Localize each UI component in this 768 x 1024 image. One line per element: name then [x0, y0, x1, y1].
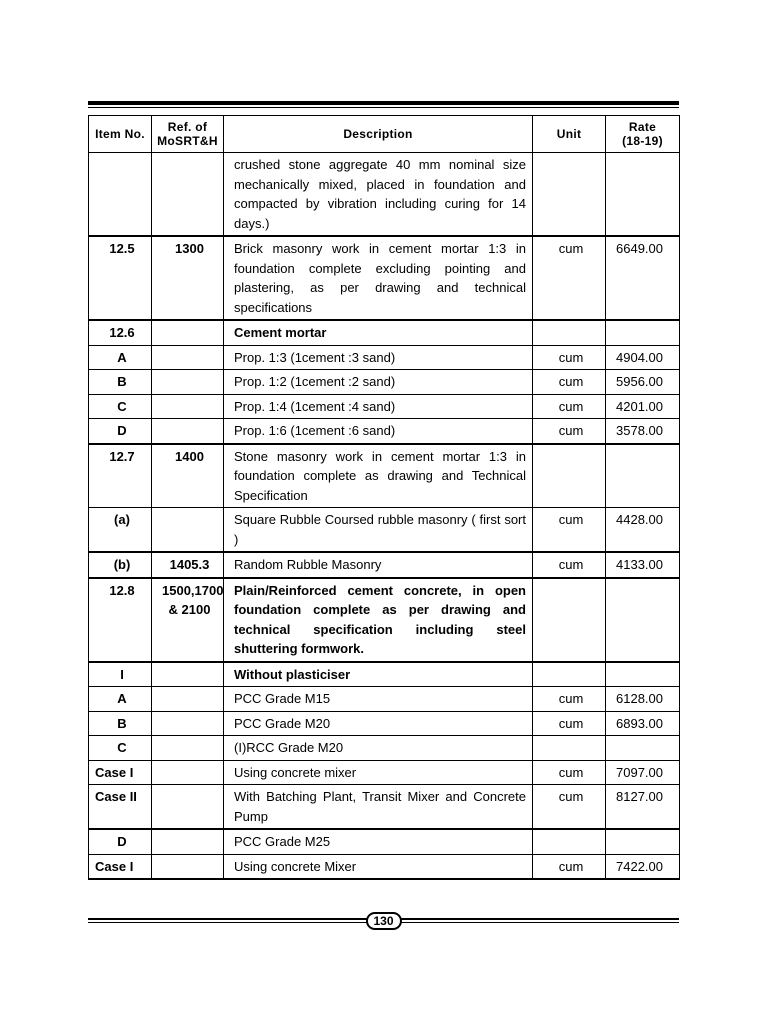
cell-ref: 1405.3	[152, 552, 224, 578]
cell-ref	[152, 687, 224, 712]
cell-rate	[606, 153, 680, 237]
table-row	[89, 552, 680, 578]
cell-ref	[152, 760, 224, 785]
header-rate-line2: (18-19)	[622, 134, 663, 148]
cell-rate: 4904.00	[606, 345, 680, 370]
cell-unit	[533, 444, 606, 508]
cell-unit: cum	[533, 785, 606, 830]
header-rate	[606, 116, 680, 153]
cell-ref	[152, 785, 224, 830]
cell-description: Cement mortar	[224, 320, 533, 345]
table-row	[89, 578, 680, 662]
cell-item: A	[89, 345, 152, 370]
cell-rate: 3578.00	[606, 419, 680, 444]
cell-unit	[533, 578, 606, 662]
table-row	[89, 854, 680, 879]
cell-item	[89, 153, 152, 237]
cell-rate: 6128.00	[606, 687, 680, 712]
table-row	[89, 829, 680, 854]
cell-unit: cum	[533, 394, 606, 419]
cell-rate: 6893.00	[606, 711, 680, 736]
cell-description: Without plasticiser	[224, 662, 533, 687]
cell-unit: cum	[533, 370, 606, 395]
cell-item: Case I	[89, 854, 152, 879]
cell-item: (a)	[89, 508, 152, 553]
cell-unit	[533, 153, 606, 237]
cell-rate	[606, 320, 680, 345]
cell-ref	[152, 854, 224, 879]
cell-description: Prop. 1:4 (1cement :4 sand)	[224, 394, 533, 419]
cell-description: Square Rubble Coursed rubble masonry ( first sort )	[224, 508, 533, 553]
cell-description: Brick masonry work in cement mortar 1:3 in foundation complete excluding pointing and plastering, as per drawing and technical specifications	[224, 236, 533, 320]
header-item-no: Item No.	[89, 116, 152, 153]
top-rule-thin	[88, 107, 679, 108]
rate-table	[88, 115, 680, 880]
cell-item: Case II	[89, 785, 152, 830]
cell-ref	[152, 419, 224, 444]
table-row	[89, 444, 680, 508]
cell-item: C	[89, 394, 152, 419]
table-row	[89, 153, 680, 237]
cell-ref	[152, 153, 224, 237]
cell-unit: cum	[533, 508, 606, 553]
cell-ref	[152, 829, 224, 854]
table-row	[89, 370, 680, 395]
cell-description: With Batching Plant, Transit Mixer and Concrete Pump	[224, 785, 533, 830]
cell-description: PCC Grade M25	[224, 829, 533, 854]
header-ref-line1: Ref. of	[167, 120, 208, 134]
cell-item: D	[89, 829, 152, 854]
cell-ref	[152, 370, 224, 395]
cell-rate: 6649.00	[606, 236, 680, 320]
cell-unit: cum	[533, 345, 606, 370]
cell-description: crushed stone aggregate 40 mm nominal size mechanically mixed, placed in foundation and compacted by vibration including curing for 14 days.)	[224, 153, 533, 237]
table-row	[89, 419, 680, 444]
table-row	[89, 662, 680, 687]
table-row	[89, 345, 680, 370]
cell-rate	[606, 736, 680, 761]
cell-rate	[606, 829, 680, 854]
table-row	[89, 785, 680, 830]
cell-item: B	[89, 370, 152, 395]
cell-rate: 8127.00	[606, 785, 680, 830]
cell-rate: 4428.00	[606, 508, 680, 553]
cell-ref	[152, 508, 224, 553]
header-unit: Unit	[533, 116, 606, 153]
cell-rate	[606, 444, 680, 508]
cell-unit: cum	[533, 711, 606, 736]
cell-item: 12.5	[89, 236, 152, 320]
table-row	[89, 711, 680, 736]
cell-item: C	[89, 736, 152, 761]
header-ref	[152, 116, 224, 153]
cell-description: Prop. 1:6 (1cement :6 sand)	[224, 419, 533, 444]
cell-unit: cum	[533, 552, 606, 578]
cell-ref	[152, 736, 224, 761]
cell-description: Stone masonry work in cement mortar 1:3 in foundation complete as drawing and Technical Specification	[224, 444, 533, 508]
cell-rate: 4133.00	[606, 552, 680, 578]
cell-ref: 1500,1700 & 2100	[152, 578, 224, 662]
cell-item: Case I	[89, 760, 152, 785]
cell-ref	[152, 320, 224, 345]
cell-unit	[533, 736, 606, 761]
cell-description: Plain/Reinforced cement concrete, in open foundation complete as per drawing and technical specification including steel shuttering formwork.	[224, 578, 533, 662]
cell-rate: 7422.00	[606, 854, 680, 879]
cell-item: 12.8	[89, 578, 152, 662]
table-row	[89, 320, 680, 345]
cell-ref	[152, 394, 224, 419]
header-description: Description	[224, 116, 533, 153]
cell-ref: 1400	[152, 444, 224, 508]
cell-description: Using concrete Mixer	[224, 854, 533, 879]
cell-unit	[533, 320, 606, 345]
cell-unit	[533, 829, 606, 854]
cell-rate: 7097.00	[606, 760, 680, 785]
table-row	[89, 736, 680, 761]
cell-rate	[606, 578, 680, 662]
cell-rate: 4201.00	[606, 394, 680, 419]
cell-unit: cum	[533, 687, 606, 712]
cell-item: A	[89, 687, 152, 712]
cell-unit: cum	[533, 236, 606, 320]
cell-item: B	[89, 711, 152, 736]
cell-ref	[152, 345, 224, 370]
table-row	[89, 236, 680, 320]
cell-description: PCC Grade M20	[224, 711, 533, 736]
cell-unit: cum	[533, 419, 606, 444]
cell-description: Prop. 1:2 (1cement :2 sand)	[224, 370, 533, 395]
cell-description: Random Rubble Masonry	[224, 552, 533, 578]
cell-description: Using concrete mixer	[224, 760, 533, 785]
cell-ref	[152, 662, 224, 687]
cell-unit: cum	[533, 854, 606, 879]
cell-description: (I)RCC Grade M20	[224, 736, 533, 761]
cell-unit	[533, 662, 606, 687]
cell-item: I	[89, 662, 152, 687]
cell-item: 12.6	[89, 320, 152, 345]
header-rate-line1: Rate	[628, 120, 657, 134]
cell-rate: 5956.00	[606, 370, 680, 395]
cell-item: (b)	[89, 552, 152, 578]
cell-rate	[606, 662, 680, 687]
table-row	[89, 508, 680, 553]
cell-description: PCC Grade M15	[224, 687, 533, 712]
table-header-row	[89, 116, 680, 153]
table-row	[89, 760, 680, 785]
cell-unit: cum	[533, 760, 606, 785]
header-ref-line2: MoSRT&H	[157, 134, 218, 148]
cell-ref	[152, 711, 224, 736]
page-number: 130	[365, 912, 401, 930]
cell-item: 12.7	[89, 444, 152, 508]
table-row	[89, 394, 680, 419]
page-footer	[88, 913, 679, 929]
cell-item: D	[89, 419, 152, 444]
top-rule-thick	[88, 101, 679, 105]
table-row	[89, 687, 680, 712]
cell-description: Prop. 1:3 (1cement :3 sand)	[224, 345, 533, 370]
cell-ref: 1300	[152, 236, 224, 320]
